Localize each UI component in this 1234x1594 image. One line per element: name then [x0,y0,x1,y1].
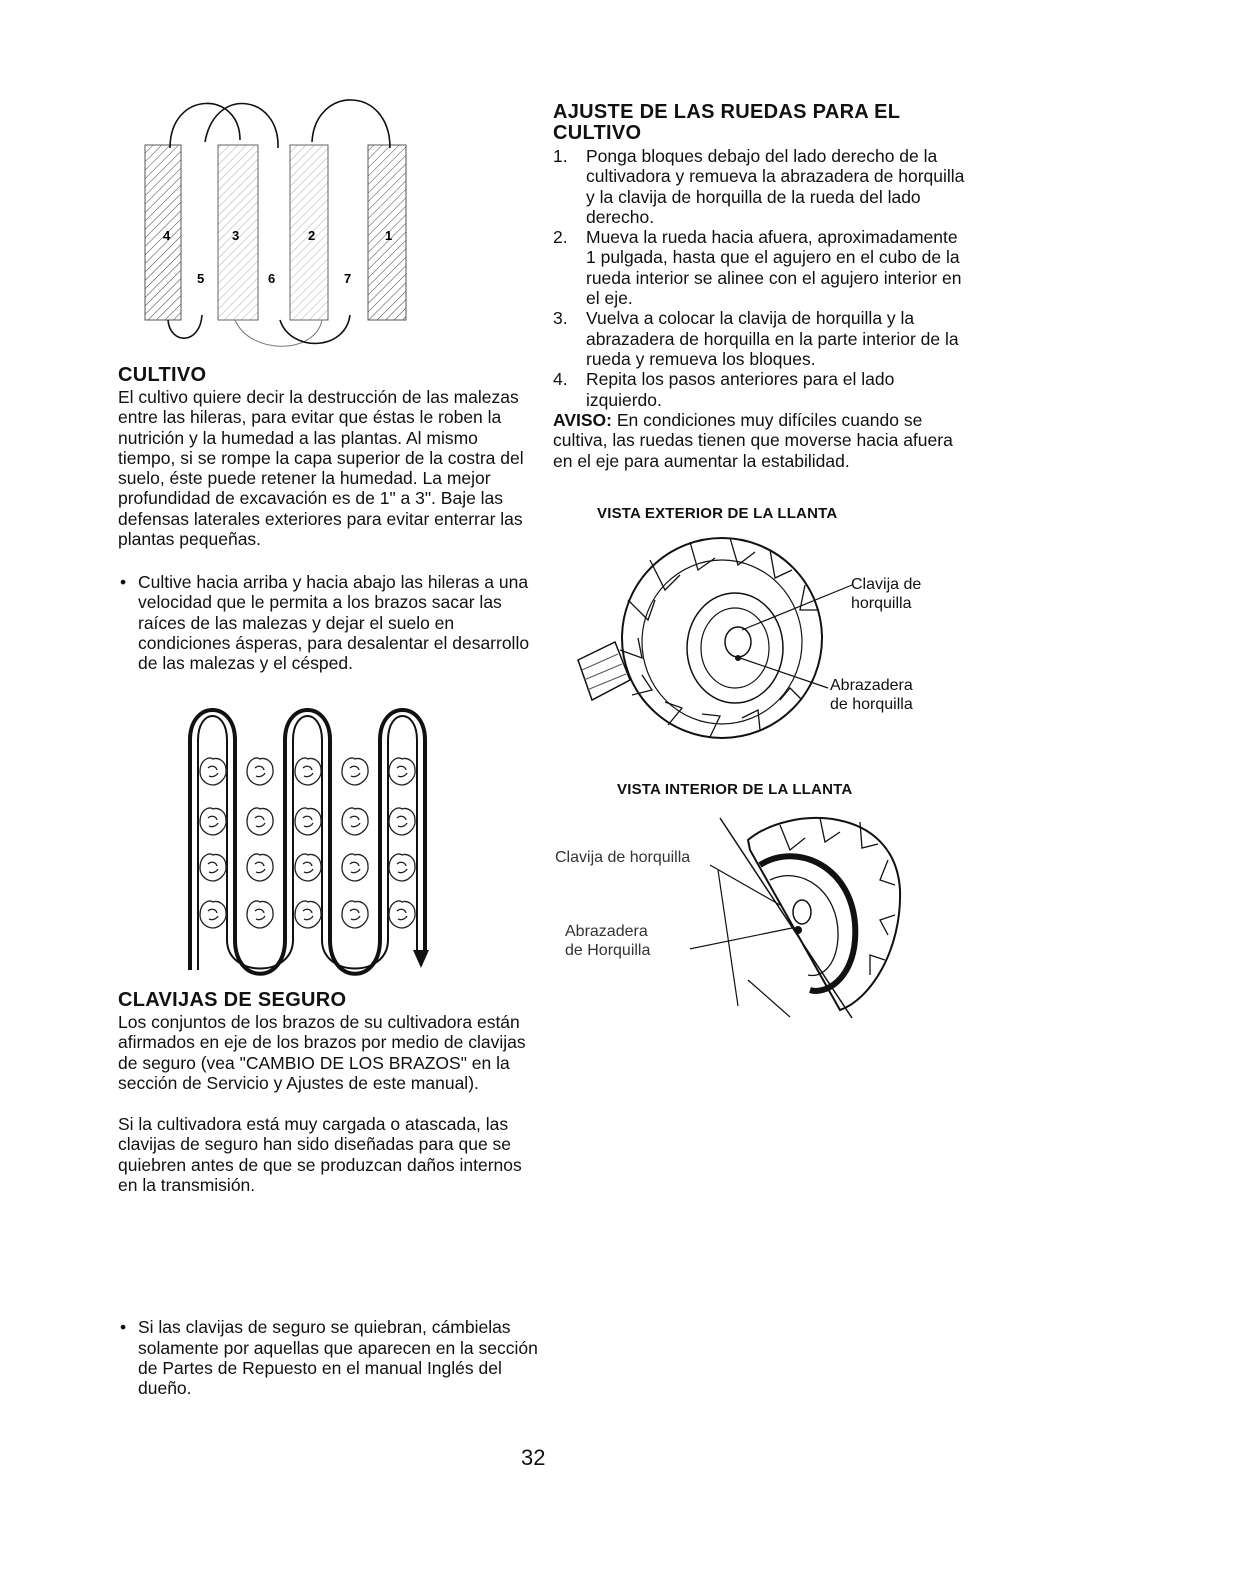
label-clavija-exterior: Clavija de horquilla [851,576,922,612]
cultivo-paragraph: El cultivo quiere decir la destrucción de las malezas entre las hileras, para evitar que éstas le roben la nutrición y la humedad a las plantas. Al mismo tiempo, si se rompe la capa superior de la costra del suelo, éste puede retener la humedad. La mejor profundidad de excavación es de 1" a 3". Baje las defensas laterales exteriores para evitar enterrar las plantas pequeñas. [118,387,524,550]
label-abrazadera-interior: Abrazadera de Horquilla [565,923,651,959]
row-number: 3 [232,228,240,243]
aviso-text: En condiciones muy difíciles cuando se cultiva, las ruedas tienen que moverse hacia afuera en el eje para aumentar la estabilidad. [553,410,953,471]
turn-arc [312,100,390,148]
plant-icon [200,901,226,928]
plant-icon [200,808,226,835]
exterior-wheel-figure [570,530,870,745]
plant-grid [200,758,415,928]
step-item: 4. Repita los pasos anteriores para el lado izquierdo. [553,369,895,410]
row-number: 1 [385,228,393,243]
cultivo-heading: CULTIVO [118,364,207,386]
serpentine-path-figure [180,700,440,980]
plant-icon [389,901,415,928]
row-number: 4 [163,228,171,243]
plant-icon [342,854,368,881]
plant-icon [342,901,368,928]
step-item: 2. Mueva la rueda hacia afuera, aproximadamente 1 pulgada, hasta que el agujero en el cubo de la rueda interior se alinee con el agujero interior en el eje. [553,227,962,309]
aviso-label: AVISO: [553,410,612,430]
turn-number: 6 [268,271,276,286]
label-abrazadera-exterior: Abrazadera de horquilla [830,677,913,713]
turn-number: 5 [197,271,205,286]
turn-arc [205,104,278,148]
plant-icon [389,758,415,785]
plant-icon [295,808,321,835]
plant-icon [295,758,321,785]
step-item: 1. Ponga bloques debajo del lado derecho de la cultivadora y remueva la abrazadera de horquilla y la clavija de horquilla de la rueda del lado derecho. [553,146,965,227]
vista-exterior-caption: VISTA EXTERIOR DE LA LLANTA [597,505,838,522]
plant-icon [295,901,321,928]
clavijas-paragraph-2: Si la cultivadora está muy cargada o atascada, las clavijas de seguro han sido diseñadas para que se quiebren antes de que se produzcan daños internos en la transmisión. [118,1114,522,1195]
step-item: 3. Vuelva a colocar la clavija de horquilla y la abrazadera de horquilla en la parte interior de la rueda y remueva los bloques. [553,308,959,369]
label-clavija-interior: Clavija de horquilla [555,849,691,866]
plant-icon [342,808,368,835]
plant-icon [247,901,273,928]
page-number: 32 [521,1445,546,1470]
plant-icon [200,758,226,785]
ajuste-heading-line1: AJUSTE DE LAS RUEDAS PARA EL [553,101,901,123]
plant-icon [200,854,226,881]
plant-icon [389,808,415,835]
vista-interior-caption: VISTA INTERIOR DE LA LLANTA [617,781,853,798]
clavijas-paragraph-1: Los conjuntos de los brazos de su cultivadora están afirmados en eje de los brazos por medio de clavijas de seguro (vea "CAMBIO DE LOS BRAZOS" en la sección de Servicio y Ajustes de este manual). [118,1012,526,1093]
ajuste-heading-line2: CULTIVO [553,122,642,144]
ajuste-heading [553,102,900,144]
ajuste-steps [553,146,968,410]
cultivo-bullet: • Cultive hacia arriba y hacia abajo las hileras a una velocidad que le permita a los brazos sacar las raíces de las malezas y dejar el suelo en condiciones ásperas, para desalentar el desarrollo de las malezas y el césped. [118,572,548,673]
row-number: 2 [308,228,316,243]
plant-icon [247,854,273,881]
row-pattern-figure [140,90,420,355]
plant-icon [295,854,321,881]
plant-icon [247,808,273,835]
turn-number: 7 [344,271,352,286]
plant-icon [389,854,415,881]
plant-icon [342,758,368,785]
aviso-note [553,410,968,471]
clavijas-heading: CLAVIJAS DE SEGURO [118,989,347,1011]
interior-wheel-figure [690,810,920,1025]
plant-icon [247,758,273,785]
clavijas-bullet: • Si las clavijas de seguro se quiebran, cámbielas solamente por aquellas que aparecen en la sección de Partes de Repuesto en el manual Inglés del dueño. [118,1317,548,1398]
